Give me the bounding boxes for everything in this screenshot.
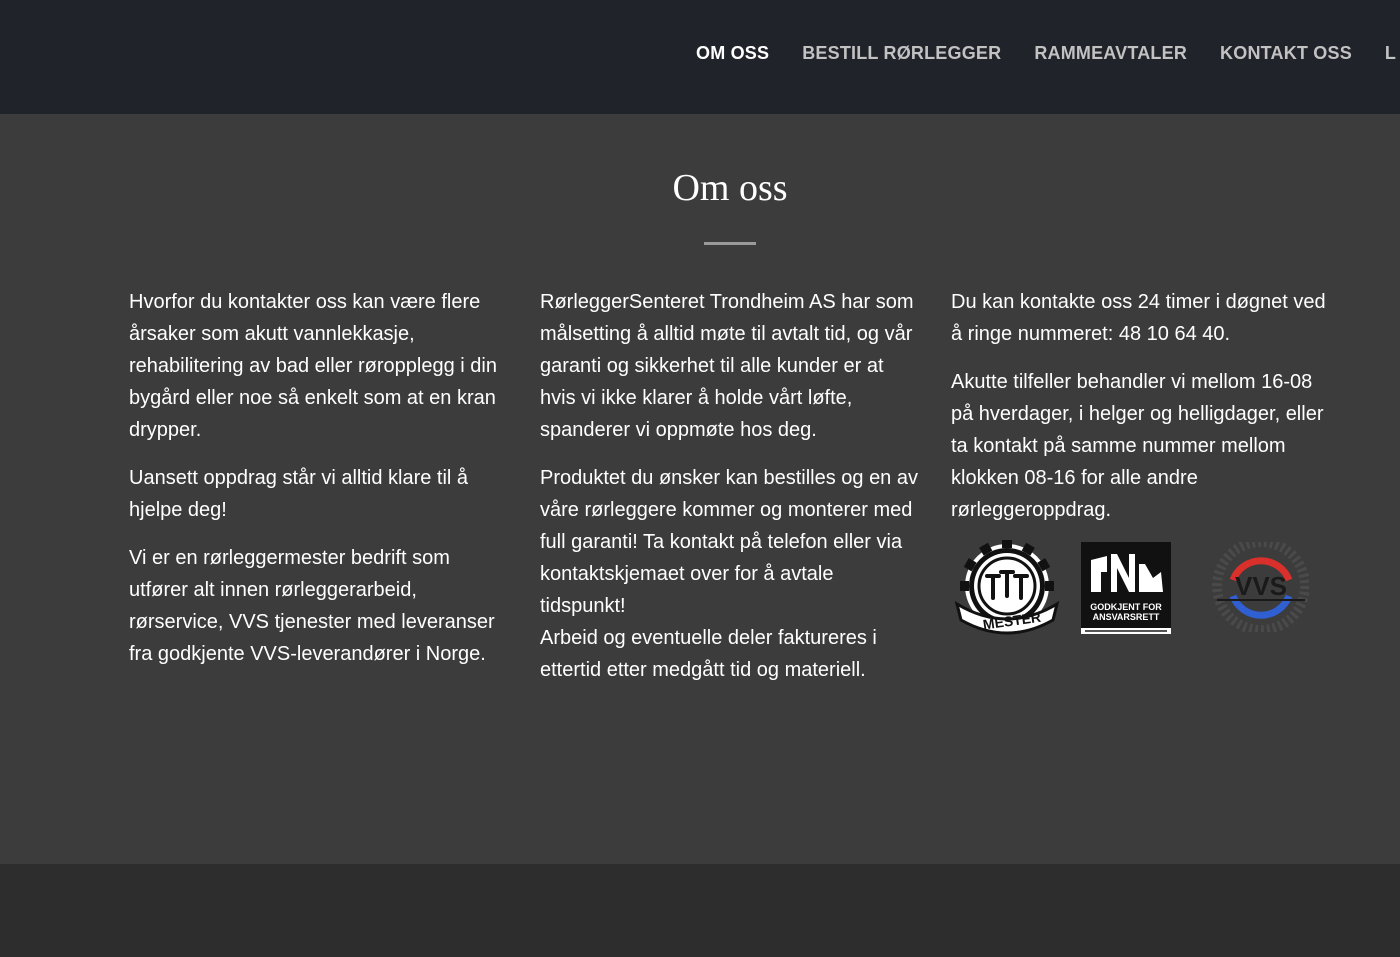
title-divider <box>704 242 756 245</box>
main-nav <box>696 42 1400 64</box>
paragraph: Vi er en rørleggermester bedrift som utfører alt innen rørleggerarbeid, rørservice, VVS tjenester med leveranser fra godkjente VVS-leverandører i Norge. <box>129 547 495 665</box>
paragraph: Uansett oppdrag står vi alltid klare til å hjelpe deg! <box>129 467 469 521</box>
footer <box>0 864 1400 957</box>
nav-link-om-oss[interactable]: OM OSS <box>696 43 770 63</box>
ansvarsrett-line-1: GODKJENT FOR <box>1090 602 1162 612</box>
nav-link-rammeavtaler[interactable]: RAMMEAVTALER <box>1034 43 1188 63</box>
about-section <box>0 114 1400 864</box>
paragraph: Akutte tilfeller behandler vi mellom 16-08 på hverdager, i helger og helligdager, eller ta kontakt på samme nummer mellom klokken 08-16 for alle andre rørleggeroppdrag. <box>951 371 1324 521</box>
nav-link-bestill-rorlegger[interactable]: BESTILL RØRLEGGER <box>802 43 1002 63</box>
paragraph: Du kan kontakte oss 24 timer i døgnet ved å ringe nummeret: 48 10 64 40. <box>951 291 1326 345</box>
ansvarsrett-line-2: ANSVARSRETT <box>1092 612 1160 622</box>
about-column-2 <box>540 286 924 702</box>
paragraph: Hvorfor du kontakter oss kan være flere årsaker som akutt vannlekkasje, rehabilitering av bad eller røropplegg i din bygård eller noe så enkelt som at en kran drypper. <box>129 291 497 441</box>
vvs-logo-text: VVS <box>1234 571 1288 601</box>
vvs-logo-icon <box>1211 542 1309 632</box>
nav-link-truncated[interactable]: L <box>1384 43 1397 63</box>
top-navigation-bar <box>0 0 1400 114</box>
about-column-1 <box>129 286 513 686</box>
mester-logo-text: MESTER <box>981 608 1042 633</box>
certification-logos <box>951 540 1311 636</box>
section-title: Om oss <box>672 167 788 209</box>
paragraph: Produktet du ønsker kan bestilles og en av våre rørleggere kommer og monterer med full garanti! Ta kontakt på telefon eller via kontaktskjemaet over for å avtale tidspunkt! <box>540 467 918 617</box>
mester-logo-icon <box>951 540 1063 636</box>
paragraph: Arbeid og eventuelle deler faktureres i ettertid etter medgått tid og materiell. <box>540 627 877 681</box>
paragraph: RørleggerSenteret Trondheim AS har som målsetting å alltid møte til avtalt tid, og vår garanti og sikkerhet til alle kunder er at hvis vi ikke klarer å holde vårt løfte, spanderer vi oppmøte hos deg. <box>540 291 914 441</box>
about-column-3 <box>951 286 1326 542</box>
nav-link-kontakt-oss[interactable]: KONTAKT OSS <box>1220 43 1352 63</box>
ansvarsrett-logo-icon <box>1081 542 1173 636</box>
